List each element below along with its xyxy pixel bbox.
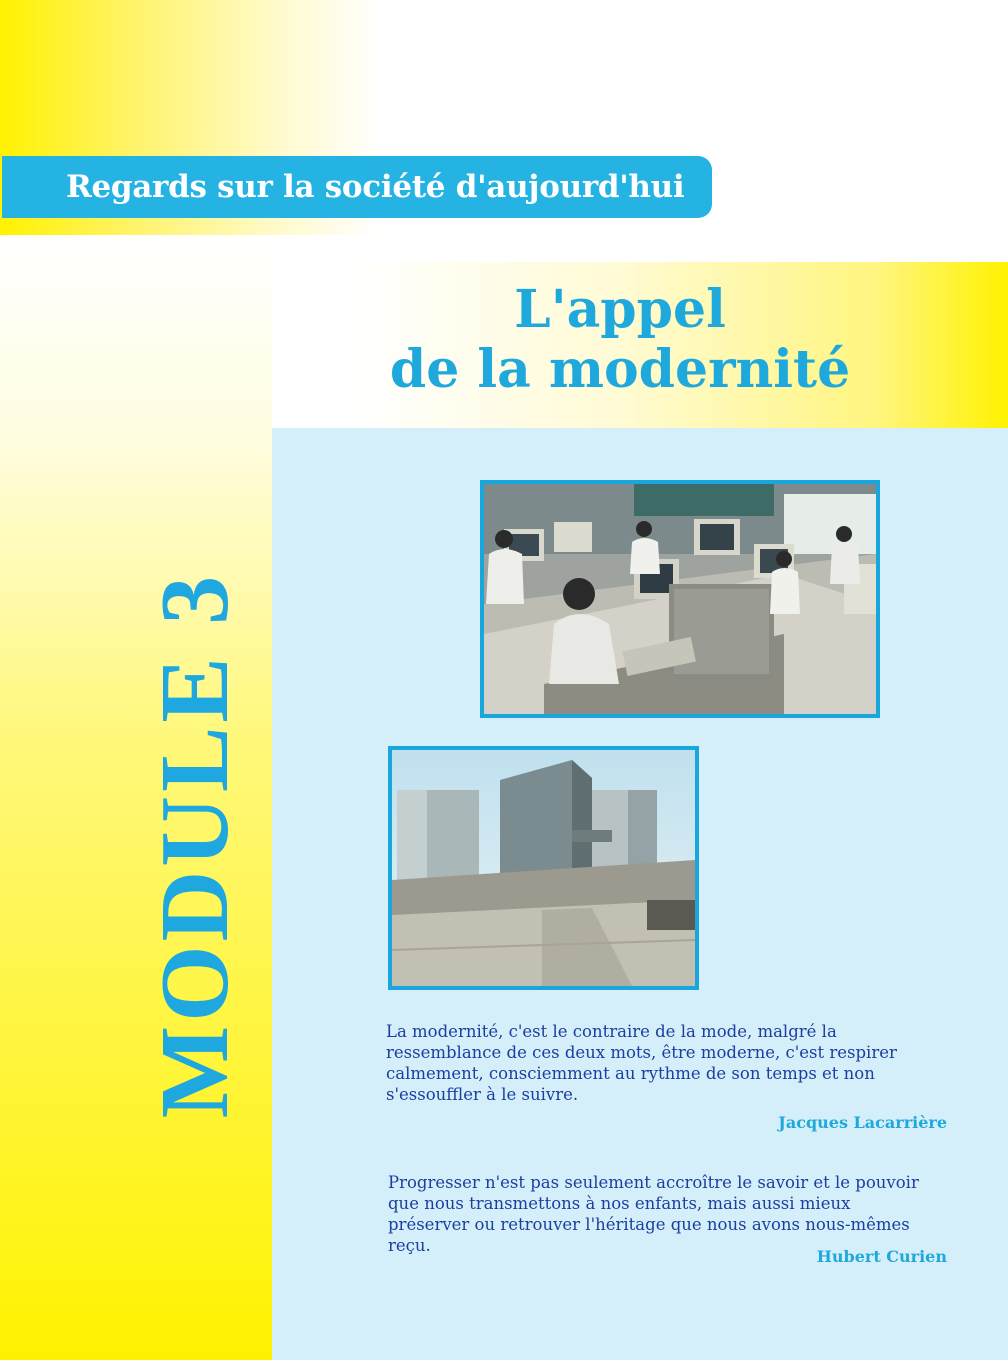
modern-buildings-photo	[388, 746, 699, 990]
quote-lacarriere: La modernité, c'est le contraire de la mode, malgré la ressemblance de ces deux mots, être moderne, c'est respirer calmement, consciemment au rythme de son temps et non s'essouffler à le suivre.	[386, 1022, 897, 1104]
page-title	[350, 280, 890, 400]
modern-buildings-illustration	[392, 750, 695, 986]
page-title-line-1: L'appel	[514, 279, 726, 340]
section-banner	[2, 156, 712, 218]
quote-author-lacarriere: Jacques Lacarrière	[778, 1113, 947, 1132]
quote-curien: Progresser n'est pas seulement accroître le savoir et le pouvoir que nous transmettons à nos enfants, mais aussi mieux préserver ou retrouver l'héritage que nous avons nous-mêmes reçu.	[388, 1173, 919, 1255]
office-computers-illustration	[484, 484, 876, 714]
page-title-line-2: de la modernité	[389, 339, 851, 400]
quote-author-curien: Hubert Curien	[816, 1247, 947, 1266]
banner-title: Regards sur la société d'aujourd'hui	[66, 169, 685, 205]
module-label: MODULE 3	[141, 571, 249, 1119]
office-computers-photo	[480, 480, 880, 718]
